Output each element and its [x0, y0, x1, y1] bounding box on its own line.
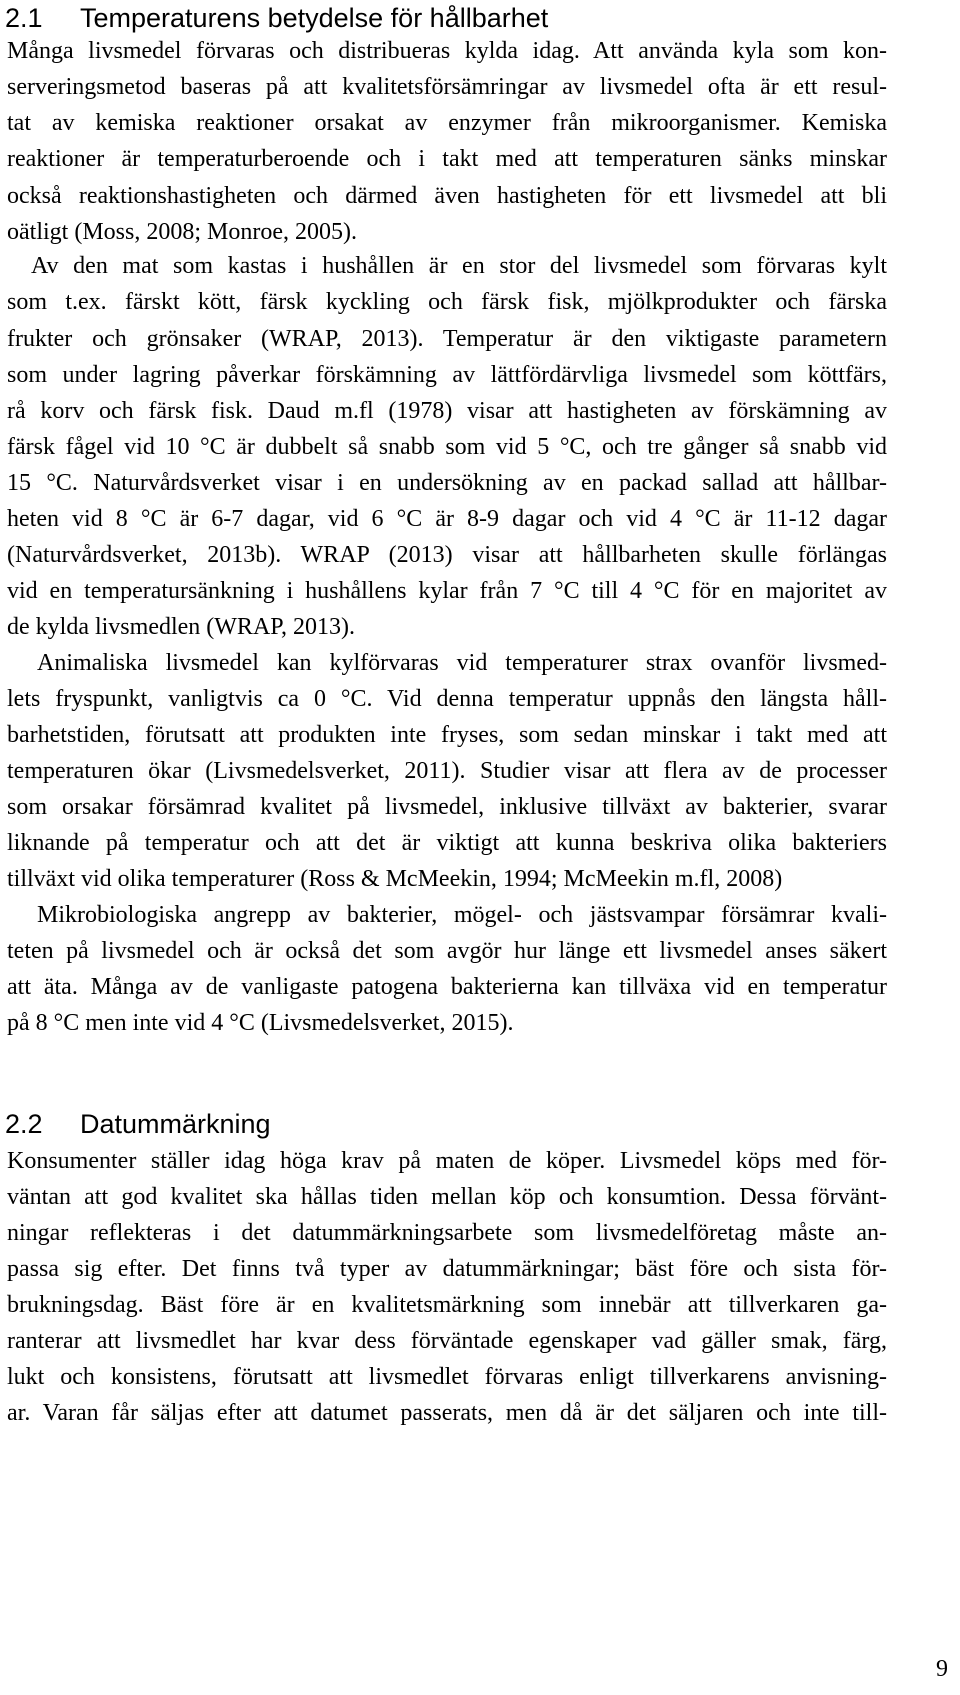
paragraph-line: barhetstiden, förutsatt att produkten inte fryses, som sedan minskar i takt med att — [7, 722, 887, 748]
paragraph-line: som t.ex. färskt kött, färsk kyckling och färsk fisk, mjölkprodukter och färska — [7, 289, 887, 315]
paragraph-line: serveringsmetod baseras på att kvalitetsförsämringar av livsmedel ofta är ett resul- — [7, 74, 887, 100]
paragraph-line: på 8 °C men inte vid 4 °C (Livsmedelsverket, 2015). — [7, 1010, 514, 1036]
paragraph-line: temperaturen ökar (Livsmedelsverket, 2011). Studier visar att flera av de processer — [7, 758, 887, 784]
paragraph-line: att äta. Många av de vanligaste patogena bakterierna kan tillväxa vid en temperatur — [7, 974, 887, 1000]
paragraph-line: Animaliska livsmedel kan kylförvaras vid temperaturer strax ovanför livsmed- — [37, 650, 887, 676]
paragraph-line: (Naturvårdsverket, 2013b). WRAP (2013) visar att hållbarheten skulle förlängas — [7, 542, 887, 568]
paragraph-line: också reaktionshastigheten och därmed även hastigheten för ett livsmedel att bli — [7, 183, 887, 209]
paragraph-line: tat av kemiska reaktioner orsakat av enzymer från mikroorganismer. Kemiska — [7, 110, 887, 136]
paragraph-line: frukter och grönsaker (WRAP, 2013). Temperatur är den viktigaste parametern — [7, 326, 887, 352]
paragraph-line: Av den mat som kastas i hushållen är en stor del livsmedel som förvaras kylt — [31, 253, 887, 279]
paragraph-line: färsk fågel vid 10 °C är dubbelt så snabb som vid 5 °C, och tre gånger så snabb vid — [7, 434, 887, 460]
paragraph-line: ningar reflekteras i det datummärkningsarbete som livsmedelföretag måste an- — [7, 1220, 887, 1246]
paragraph-line: tillväxt vid olika temperaturer (Ross & McMeekin, 1994; McMeekin m.fl, 2008) — [7, 866, 783, 892]
section-number: 2.1 — [5, 3, 43, 33]
page-number: 9 — [936, 1656, 948, 1682]
section-title: Temperaturens betydelse för hållbarhet — [80, 3, 549, 33]
paragraph-line: oätligt (Moss, 2008; Monroe, 2005). — [7, 219, 357, 245]
paragraph-line: som orsakar försämrad kvalitet på livsmedel, inklusive tillväxt av bakterier, svarar — [7, 794, 887, 820]
section-number: 2.2 — [5, 1109, 43, 1139]
paragraph-line: som under lagring påverkar förskämning av lättfördärvliga livsmedel som köttfärs, — [7, 362, 887, 388]
section-heading — [5, 1, 548, 35]
section-title: Datummärkning — [80, 1109, 271, 1139]
paragraph-line: lets fryspunkt, vanligtvis ca 0 °C. Vid denna temperatur uppnås den längsta håll- — [7, 686, 887, 712]
paragraph-line: ranterar att livsmedlet har kvar dess förväntade egenskaper vad gäller smak, färg, — [7, 1328, 887, 1354]
paragraph-line: lukt och konsistens, förutsatt att livsmedlet förvaras enligt tillverkarens anvisning- — [7, 1364, 887, 1390]
paragraph-line: heten vid 8 °C är 6-7 dagar, vid 6 °C är 8-9 dagar och vid 4 °C är 11-12 dagar — [7, 506, 887, 532]
paragraph-line: teten på livsmedel och är också det som avgör hur länge ett livsmedel anses säkert — [7, 938, 887, 964]
paragraph-line: Många livsmedel förvaras och distribueras kylda idag. Att använda kyla som kon- — [7, 38, 887, 64]
paragraph-line: reaktioner är temperaturberoende och i takt med att temperaturen sänks minskar — [7, 146, 887, 172]
paragraph-line: de kylda livsmedlen (WRAP, 2013). — [7, 614, 355, 640]
paragraph-line: 15 °C. Naturvårdsverket visar i en undersökning av en packad sallad att hållbar- — [7, 470, 887, 496]
paragraph-line: Mikrobiologiska angrepp av bakterier, mögel- och jästsvampar försämrar kvali- — [37, 902, 887, 928]
paragraph-line: väntan att god kvalitet ska hållas tiden mellan köp och konsumtion. Dessa förvänt- — [7, 1184, 887, 1210]
paragraph-line: Konsumenter ställer idag höga krav på maten de köper. Livsmedel köps med för- — [7, 1148, 887, 1174]
paragraph-line: brukningsdag. Bäst före är en kvalitetsmärkning som innebär att tillverkaren ga- — [7, 1292, 887, 1318]
paragraph-line: passa sig efter. Det finns två typer av datummärkningar; bäst före och sista för- — [7, 1256, 887, 1282]
paragraph-line: liknande på temperatur och att det är viktigt att kunna beskriva olika bakteriers — [7, 830, 887, 856]
paragraph-line: rå korv och färsk fisk. Daud m.fl (1978) visar att hastigheten av förskämning av — [7, 398, 887, 424]
paragraph-line: ar. Varan får säljas efter att datumet passerats, men då är det säljaren och inte till- — [7, 1400, 887, 1426]
paragraph-line: vid en temperatursänkning i hushållens kylar från 7 °C till 4 °C för en majoritet av — [7, 578, 887, 604]
section-heading — [5, 1107, 271, 1141]
